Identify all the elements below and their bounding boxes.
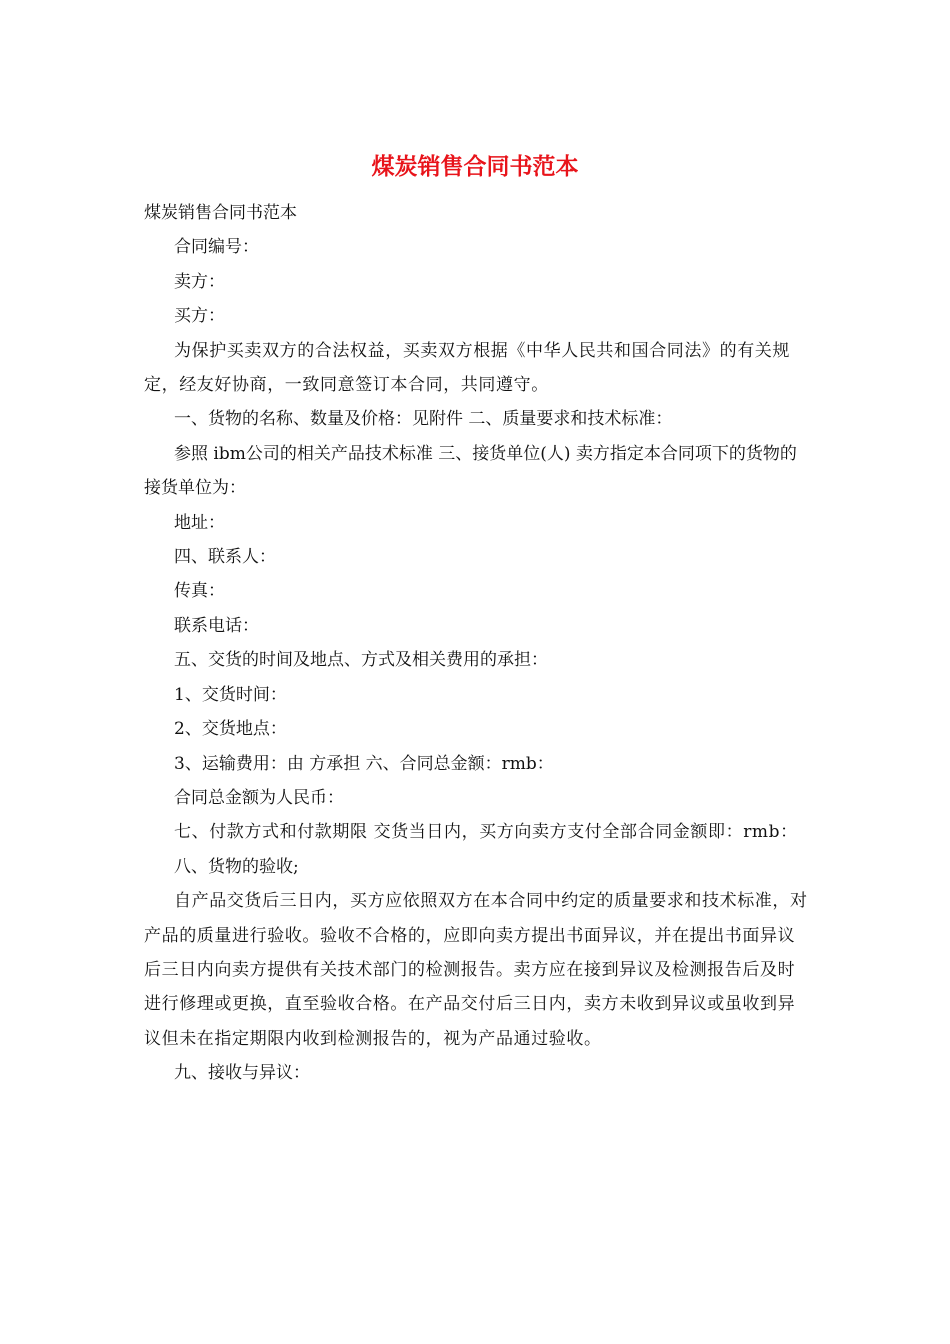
paragraph-clause-4-contact: 四、联系人：: [174, 547, 276, 568]
paragraph-total-amount: 合同总金额为人民币：: [174, 787, 344, 808]
paragraph-clause-7-payment: 七、付款方式和付款期限 交货当日内，买方向卖方支付全部合同金额即：rmb：: [174, 822, 798, 843]
paragraph-phone: 联系电话：: [174, 615, 259, 636]
paragraph-clause-standards: 参照 ibm公司的相关产品技术标准 三、接货单位(人) 卖方指定本合同项下的货物的接货单位为：: [144, 443, 797, 499]
paragraph-contract-number: 合同编号：: [174, 237, 259, 258]
paragraph-inspection: 自产品交货后三日内，买方应依照双方在本合同中约定的质量要求和技术标准，对产品的质量进行验收。验收不合格的，应即向卖方提出书面异议，并在提出书面异议后三日内向卖方提供有关技术部门的检测报告。卖方应在接到异议及检测报告后及时进行修理或更换，直至验收合格。在产品交付后三日内，卖方未收到异议或虽收到异议但未在指定期限内收到检测报告的，视为产品通过验收。: [144, 891, 808, 1049]
paragraph-subtitle: 煤炭销售合同书范本: [144, 203, 297, 223]
paragraph-transport-cost: 3、运输费用：由 方承担 六、合同总金额：rmb：: [174, 753, 554, 774]
paragraph-seller: 卖方：: [174, 271, 225, 292]
paragraph-clause-9: 九、接收与异议：: [174, 1063, 310, 1084]
paragraph-clause-8: 八、货物的验收;: [174, 856, 299, 877]
paragraph-clause-1-2: 一、货物的名称、数量及价格：见附件 二、质量要求和技术标准：: [174, 409, 673, 430]
document-body: [144, 196, 808, 1091]
paragraph-buyer: 买方：: [174, 306, 225, 327]
paragraph-address: 地址：: [174, 512, 225, 533]
paragraph-delivery-time: 1、交货时间：: [174, 684, 287, 705]
paragraph-delivery-place: 2、交货地点：: [174, 719, 287, 740]
paragraph-clause-5: 五、交货的时间及地点、方式及相关费用的承担：: [174, 650, 548, 671]
paragraph-fax: 传真：: [174, 581, 225, 602]
paragraph-preamble: 为保护买卖双方的合法权益，买卖双方根据《中华人民共和国合同法》的有关规定，经友好协商，一致同意签订本合同，共同遵守。: [144, 340, 790, 396]
document-title: 煤炭销售合同书范本: [371, 154, 579, 180]
